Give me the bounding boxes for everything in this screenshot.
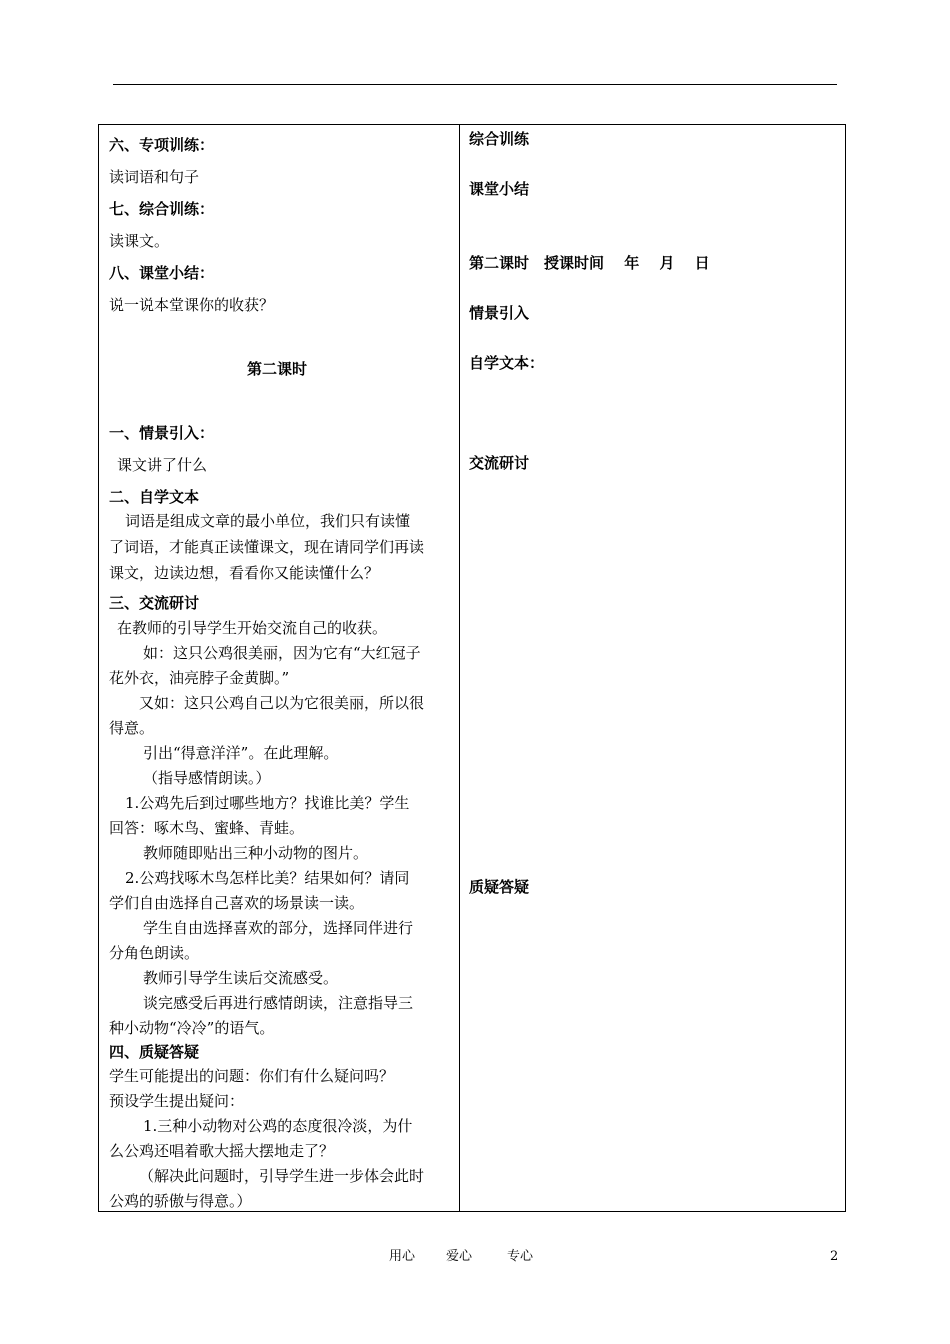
part-3-line: 1.公鸡先后到过哪些地方？找谁比美？学生 (125, 794, 410, 812)
part-4-line: 么公鸡还唱着歌大摇大摆地走了？ (109, 1142, 335, 1160)
part-3-line: （指导感情朗读。） (143, 769, 271, 787)
right-item-self-study: 自学文本： (469, 354, 545, 372)
part-3-line: 种小动物“冷冷”的语气。 (109, 1019, 275, 1037)
column-divider (459, 125, 460, 1211)
part-3-line: 得意。 (109, 719, 155, 737)
part-3-line: 又如：这只公鸡自己以为它很美丽，所以很 (139, 694, 425, 712)
part-4-line: 预设学生提出疑问： (109, 1092, 245, 1110)
part-2-line: 课文，边读边想，看看你又能读懂什么？ (109, 564, 380, 582)
right-item-class-summary: 课堂小结 (469, 180, 530, 198)
section-8-text: 说一说本堂课你的收获？ (109, 296, 275, 314)
part-3-line: 在教师的引导学生开始交流自己的收获。 (117, 619, 388, 637)
part-3-line: 分角色朗读。 (109, 944, 200, 962)
right-item-scene-intro: 情景引入 (469, 304, 530, 322)
part-2-line: 词语是组成文章的最小单位，我们只有读懂 (125, 512, 411, 530)
section-7-heading: 七、综合训练： (109, 200, 215, 218)
part-3-line: 如：这只公鸡很美丽，因为它有“大红冠子 (143, 644, 421, 662)
part-4-line: 1.三种小动物对公鸡的态度很冷淡，为什 (143, 1117, 413, 1135)
footer-motto-3: 专心 (507, 1249, 534, 1264)
right-item-comprehensive-training: 综合训练 (469, 130, 530, 148)
right-item-q-and-a: 质疑答疑 (469, 878, 530, 896)
section-6-text: 读词语和句子 (109, 168, 200, 186)
section-6-heading: 六、专项训练： (109, 136, 215, 154)
part-3-heading: 三、交流研讨 (109, 594, 200, 612)
part-2-line: 了词语，才能真正读懂课文，现在请同学们再读 (109, 538, 425, 556)
part-3-line: 2.公鸡找啄木鸟怎样比美？结果如何？请同 (125, 869, 410, 887)
header-rule (113, 84, 837, 85)
part-1-heading: 一、情景引入： (109, 424, 215, 442)
right-item-lesson-2-time: 第二课时 授课时间 年 月 日 (469, 254, 710, 272)
lesson-2-title: 第二课时 (247, 360, 308, 378)
part-1-text: 课文讲了什么 (117, 456, 208, 474)
lesson-plan-table (98, 124, 846, 1212)
part-3-line: 学们自由选择自己喜欢的场景读一读。 (109, 894, 365, 912)
footer-motto-1: 用心 (389, 1249, 416, 1264)
part-3-line: 学生自由选择喜欢的部分，选择同伴进行 (143, 919, 414, 937)
part-4-heading: 四、质疑答疑 (109, 1043, 200, 1061)
part-2-heading: 二、自学文本 (109, 488, 200, 506)
part-3-line: 回答：啄木鸟、蜜蜂、青蛙。 (109, 819, 305, 837)
right-item-discussion: 交流研讨 (469, 454, 530, 472)
part-4-line: 学生可能提出的问题：你们有什么疑问吗？ (109, 1067, 395, 1085)
part-3-line: 教师引导学生读后交流感受。 (143, 969, 339, 987)
section-8-heading: 八、课堂小结： (109, 264, 215, 282)
part-3-line: 谈完感受后再进行感情朗读，注意指导三 (143, 994, 414, 1012)
section-7-text: 读课文。 (109, 232, 170, 250)
part-3-line: 花外衣，油亮脖子金黄脚。” (109, 669, 290, 687)
footer-motto-2: 爱心 (446, 1249, 473, 1264)
part-4-line: 公鸡的骄傲与得意。） (109, 1192, 252, 1210)
page-number: 2 (830, 1249, 839, 1264)
part-3-line: 引出“得意洋洋”。在此理解。 (143, 744, 339, 762)
part-3-line: 教师随即贴出三种小动物的图片。 (143, 844, 369, 862)
part-4-line: （解决此问题时，引导学生进一步体会此时 (139, 1167, 425, 1185)
